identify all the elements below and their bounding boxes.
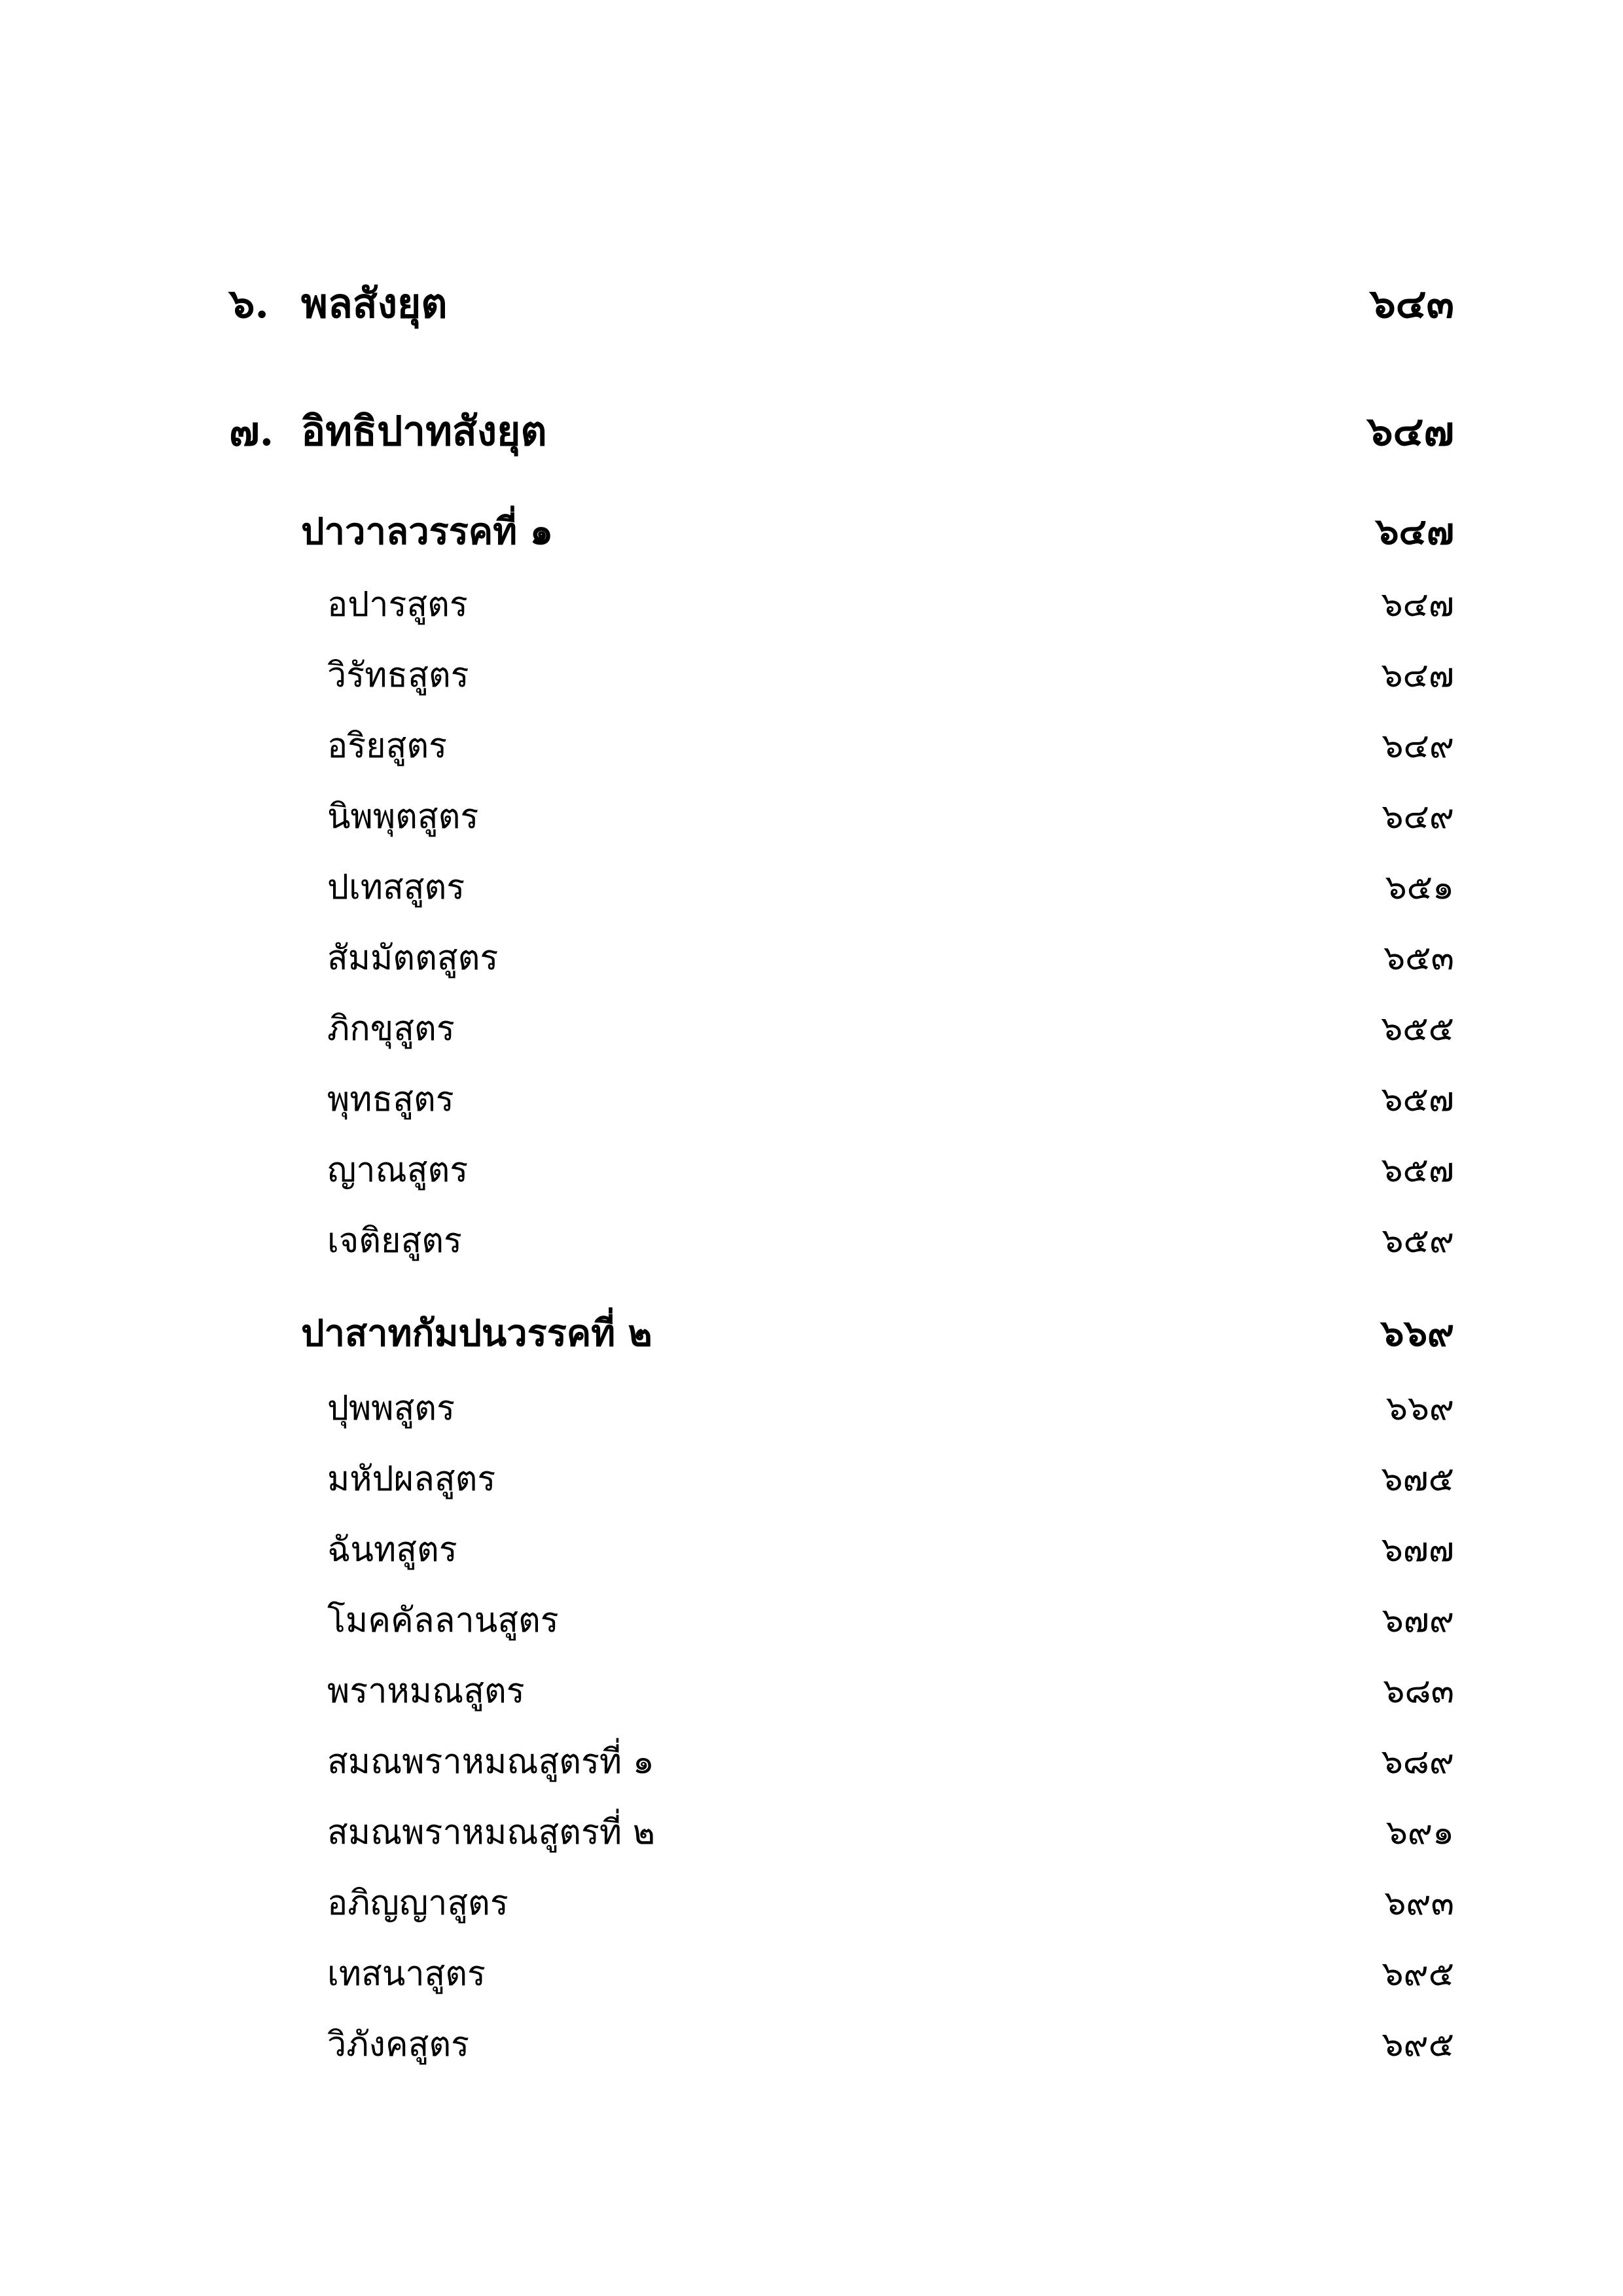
toc-item-row[interactable]	[0, 685, 1623, 766]
item-title: ปเทสสูตร	[327, 868, 465, 907]
section-page-number: ๖๔๗	[1375, 510, 1454, 553]
toc-item-row[interactable]	[0, 1347, 1623, 1426]
item-title: วิภังคสูตร	[327, 2025, 470, 2064]
toc-item-row[interactable]	[0, 1983, 1623, 2062]
item-page-number: ๖๖๙	[1385, 1389, 1454, 1428]
item-page-number: ๖๘๓	[1383, 1672, 1454, 1711]
item-page-number: ๖๔๗	[1381, 656, 1454, 695]
item-title: พุทธสูตร	[327, 1080, 454, 1119]
item-page-number: ๖๗๙	[1382, 1601, 1454, 1640]
item-title: อริยสูตร	[327, 726, 448, 766]
item-page-number: ๖๔๙	[1382, 797, 1454, 836]
chapter-page-number: ๖๔๓	[1370, 279, 1454, 327]
chapter-page-number: ๖๔๗	[1367, 407, 1454, 455]
item-title: โมคคัลลานสูตร	[327, 1601, 559, 1640]
item-title: สมณพราหมณสูตรที่ ๒	[327, 1813, 655, 1852]
toc-item-row[interactable]	[0, 1179, 1623, 1261]
item-page-number: ๖๗๗	[1381, 1530, 1454, 1570]
toc-item-row[interactable]	[0, 614, 1623, 695]
toc-item-row[interactable]	[0, 1559, 1623, 1638]
item-title: เจติยสูตร	[327, 1221, 462, 1261]
item-title: ภิกขุสูตร	[327, 1009, 455, 1049]
item-title: สมณพราหมณสูตรที่ ๑	[327, 1742, 654, 1782]
toc-item-row[interactable]	[0, 543, 1623, 622]
item-title: อภิญญาสูตร	[327, 1884, 508, 1923]
chapter-title: พลสังยุต	[301, 279, 448, 327]
toc-chapter-row[interactable]	[0, 373, 1623, 455]
toc-chapter-row[interactable]	[0, 245, 1623, 327]
item-page-number: ๖๕๓	[1383, 939, 1454, 978]
item-title: นิพพุตสูตร	[327, 797, 479, 836]
toc-item-row[interactable]	[0, 1912, 1623, 1994]
item-page-number: ๖๙๕	[1382, 2025, 1454, 2064]
item-title: พราหมณสูตร	[327, 1672, 525, 1711]
item-title: มหัปผลสูตร	[327, 1460, 496, 1499]
toc-item-row[interactable]	[0, 826, 1623, 905]
item-title: ปุพพสูตร	[327, 1389, 455, 1428]
toc-item-row[interactable]	[0, 1418, 1623, 1499]
toc-item-row[interactable]	[0, 1488, 1623, 1570]
section-title: ปาสาทกัมปนวรรคที่ ๒	[301, 1312, 652, 1355]
item-title: วิรัทธสูตร	[327, 656, 469, 695]
item-title: เทสนาสูตร	[327, 1954, 486, 1994]
toc-section-row[interactable]	[0, 471, 1623, 553]
toc-item-row[interactable]	[0, 967, 1623, 1049]
item-page-number: ๖๕๕	[1381, 1009, 1454, 1049]
chapter-number: ๖.	[229, 279, 269, 327]
item-page-number: ๖๙๑	[1385, 1813, 1454, 1852]
item-page-number: ๖๕๗	[1381, 1080, 1454, 1119]
item-page-number: ๖๘๙	[1381, 1742, 1454, 1782]
item-page-number: ๖๕๗	[1381, 1151, 1454, 1190]
chapter-number: ๗.	[229, 407, 274, 455]
toc-item-row[interactable]	[0, 1109, 1623, 1190]
item-page-number: ๖๔๗	[1381, 585, 1454, 624]
toc-item-row[interactable]	[0, 897, 1623, 978]
item-title: ญาณสูตร	[327, 1151, 469, 1190]
item-page-number: ๖๔๙	[1382, 726, 1454, 766]
toc-item-row[interactable]	[0, 1842, 1623, 1923]
toc-item-row[interactable]	[0, 1630, 1623, 1711]
item-page-number: ๖๙๕	[1382, 1954, 1454, 1994]
item-title: ฉันทสูตร	[327, 1530, 457, 1570]
item-title: อปารสูตร	[327, 585, 468, 624]
toc-item-row[interactable]	[0, 1700, 1623, 1782]
toc-item-row[interactable]	[0, 755, 1623, 834]
section-page-number: ๖๖๙	[1380, 1312, 1454, 1355]
item-page-number: ๖๕๙	[1382, 1221, 1454, 1261]
chapter-title: อิทธิปาทสังยุต	[301, 407, 547, 455]
toc-section-row[interactable]	[0, 1273, 1623, 1355]
toc-item-row[interactable]	[0, 1771, 1623, 1850]
item-page-number: ๖๕๑	[1385, 868, 1454, 907]
section-title: ปาวาลวรรคที่ ๑	[301, 510, 554, 553]
item-title: สัมมัตตสูตร	[327, 939, 499, 978]
item-page-number: ๖๙๓	[1384, 1884, 1454, 1923]
item-page-number: ๖๗๕	[1381, 1460, 1454, 1499]
toc-item-row[interactable]	[0, 1038, 1623, 1117]
